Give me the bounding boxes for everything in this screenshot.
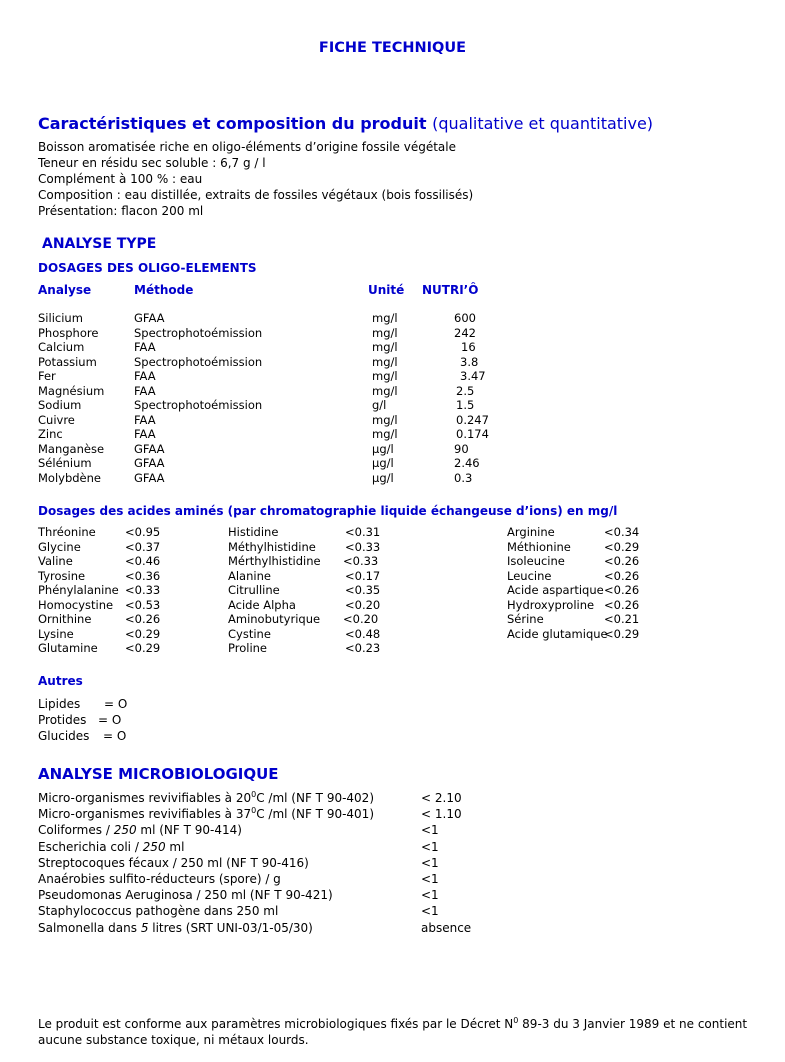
table-cell: GFAA	[134, 456, 165, 470]
table-cell: Isoleucine	[507, 554, 565, 568]
table-cell: Coliformes / 250 ml (NF T 90-414)	[38, 823, 242, 838]
table-cell: FAA	[134, 340, 156, 354]
table-cell: Zinc	[38, 427, 63, 441]
table-cell: <0.33	[343, 554, 379, 568]
table-cell: Thréonine	[38, 525, 96, 539]
table-cell: 1.5	[456, 398, 475, 412]
table-cell: <0.29	[604, 626, 640, 641]
microbio-labels	[38, 790, 374, 936]
table-cell: Escherichia coli / 250 ml	[38, 839, 185, 854]
oligo-col-methode	[134, 311, 262, 485]
table-cell: mg/l	[372, 311, 398, 325]
table-cell: <0.48	[345, 626, 381, 641]
table-cell: Acide Alpha	[228, 597, 296, 612]
table-cell: Protides	[38, 713, 87, 727]
table-cell: <0.26	[604, 583, 640, 597]
table-cell: GFAA	[134, 470, 165, 485]
microbio-heading: ANALYSE MICROBIOLOGIQUE	[38, 765, 279, 783]
amino-col3-values	[604, 525, 639, 641]
table-cell: FAA	[134, 427, 156, 441]
table-cell: Proline	[228, 641, 267, 655]
table-cell: mg/l	[372, 340, 398, 354]
table-cell: mg/l	[372, 369, 398, 383]
autres-values	[98, 696, 127, 744]
table-cell: 0.3	[454, 470, 473, 485]
table-cell: Spectrophotoémission	[134, 325, 263, 340]
col-header-analyse: Analyse	[38, 283, 92, 297]
table-cell: Histidine	[228, 525, 279, 539]
table-cell: Cystine	[228, 626, 271, 641]
table-cell: Manganèse	[38, 441, 105, 456]
table-cell: 0.174	[456, 427, 489, 441]
table-cell: mg/l	[372, 325, 398, 340]
table-cell: <0.26	[125, 612, 161, 626]
table-cell: Ornithine	[38, 612, 92, 626]
table-cell: µg/l	[372, 456, 394, 470]
table-cell: Hydroxyproline	[507, 597, 595, 612]
table-cell: Alanine	[228, 568, 271, 583]
amino-acids-heading: Dosages des acides aminés (par chromatographie liquide échangeuse d’ions) en mg/l	[38, 504, 618, 518]
table-cell: FAA	[134, 412, 156, 427]
table-cell: Anaérobies sulfito-réducteurs (spore) / g	[38, 871, 281, 886]
characteristic-line: Boisson aromatisée riche en oligo-éléments d’origine fossile végétale	[38, 140, 456, 154]
table-cell: <0.21	[604, 612, 640, 626]
table-cell: Phénylalanine	[38, 583, 119, 597]
table-cell: <0.29	[604, 539, 640, 554]
table-cell: <1	[421, 871, 439, 886]
table-cell: mg/l	[372, 383, 398, 398]
table-cell: <0.35	[345, 583, 381, 597]
col-header-methode: Méthode	[134, 283, 194, 297]
characteristic-line: Complément à 100 % : eau	[38, 172, 203, 186]
table-cell: Aminobutyrique	[228, 612, 321, 626]
table-cell: <0.53	[125, 597, 161, 612]
table-cell: Sodium	[38, 398, 82, 412]
col-header-nutrio: NUTRI’Ô	[422, 283, 479, 297]
table-cell: Méthylhistidine	[228, 539, 316, 554]
table-cell: <0.26	[604, 554, 640, 568]
table-cell: <0.95	[125, 525, 161, 539]
table-cell: Magnésium	[38, 383, 105, 398]
table-cell: Spectrophotoémission	[134, 398, 263, 412]
table-cell: <1	[421, 904, 439, 919]
table-cell: 90	[454, 441, 469, 456]
table-cell: <0.33	[345, 539, 381, 554]
table-cell: Méthionine	[507, 539, 571, 554]
table-cell: Citrulline	[228, 583, 280, 597]
autres-heading: Autres	[38, 674, 83, 688]
table-cell: 2.46	[454, 456, 480, 470]
table-cell: Streptocoques fécaux / 250 ml (NF T 90-416)	[38, 855, 309, 870]
table-cell: = O	[98, 713, 122, 727]
table-cell: Valine	[38, 554, 73, 568]
table-cell: Molybdène	[38, 470, 101, 485]
characteristic-line: Présentation: flacon 200 ml	[38, 204, 204, 218]
autres-names	[38, 696, 89, 744]
table-cell: <0.20	[343, 612, 379, 626]
table-cell: Calcium	[38, 340, 85, 354]
amino-col3-names	[507, 525, 608, 641]
table-cell: <0.29	[125, 626, 161, 641]
table-cell: mg/l	[372, 427, 398, 441]
table-cell: 16	[461, 340, 476, 354]
table-cell: = O	[103, 729, 127, 743]
table-cell: absence	[421, 920, 472, 935]
table-cell: <0.17	[345, 568, 381, 583]
table-cell: <1	[421, 888, 439, 903]
col-header-unite: Unité	[368, 283, 405, 297]
oligo-col-nutrio	[454, 311, 489, 485]
table-cell: 3.8	[460, 354, 479, 369]
amino-col1-names	[38, 525, 119, 656]
amino-col2-values	[343, 525, 380, 656]
table-cell: <0.23	[345, 641, 381, 655]
table-cell: 3.47	[460, 369, 486, 383]
table-cell: Phosphore	[38, 325, 99, 340]
table-cell: Cuivre	[38, 412, 75, 427]
table-cell: mg/l	[372, 354, 398, 369]
table-cell: Lysine	[38, 626, 74, 641]
table-cell: Homocystine	[38, 597, 114, 612]
characteristics-heading-note: (qualitative et quantitative)	[432, 114, 654, 133]
characteristics-heading-text: Caractéristiques et composition du produit	[38, 114, 427, 133]
table-cell: Staphylococcus pathogène dans 250 ml	[38, 904, 279, 919]
table-cell: 2.5	[456, 383, 475, 398]
table-cell: Lipides	[38, 697, 81, 711]
table-cell: Micro-organismes revivifiables à $20^0C$ /ml (NF T 90-402)	[38, 790, 374, 805]
table-cell: Glucides	[38, 729, 90, 743]
table-cell: <0.36	[125, 568, 161, 583]
table-cell: GFAA	[134, 311, 165, 325]
table-cell: < 2.10	[421, 791, 462, 805]
table-cell: Fer	[38, 369, 56, 383]
table-cell: <0.26	[604, 597, 640, 612]
table-cell: <0.31	[345, 525, 381, 539]
table-cell: <0.34	[604, 525, 640, 539]
table-cell: <0.33	[125, 583, 161, 597]
table-cell: Micro-organismes revivifiables à $37^0C$ /ml (NF T 90-401)	[38, 806, 374, 822]
table-cell: = O	[104, 697, 128, 711]
table-cell: <0.29	[125, 641, 161, 655]
table-cell: Acide glutamique	[507, 626, 608, 641]
oligo-heading: DOSAGES DES OLIGO-ELEMENTS	[38, 261, 257, 275]
characteristic-line: Teneur en résidu sec soluble : 6,7 g / l	[38, 156, 266, 170]
table-cell: <0.46	[125, 554, 161, 568]
table-cell: <1	[421, 839, 439, 854]
table-cell: Mérthylhistidine	[228, 554, 321, 568]
table-cell: Leucine	[507, 568, 552, 583]
table-cell: µg/l	[372, 441, 394, 456]
oligo-col-unite	[372, 311, 398, 485]
table-cell: FAA	[134, 383, 156, 398]
table-cell: <1	[421, 855, 439, 870]
table-cell: Sérine	[507, 612, 544, 626]
table-cell: FAA	[134, 369, 156, 383]
table-cell: Sélénium	[38, 456, 92, 470]
microbio-values	[421, 790, 471, 936]
table-cell: 600	[454, 311, 476, 325]
characteristics-heading	[38, 114, 653, 133]
table-cell: Silicium	[38, 311, 83, 325]
table-cell: Arginine	[507, 525, 555, 539]
table-cell: < 1.10	[421, 807, 462, 822]
characteristics-lines	[38, 139, 473, 219]
table-cell: Glycine	[38, 539, 81, 554]
table-cell: GFAA	[134, 441, 165, 456]
oligo-col-analyse	[38, 311, 104, 485]
table-cell: 0.247	[456, 412, 489, 427]
table-cell: Potassium	[38, 354, 97, 369]
table-cell: <1	[421, 823, 439, 838]
table-cell: g/l	[372, 398, 387, 412]
table-cell: Glutamine	[38, 641, 98, 655]
amino-col1-values	[125, 525, 160, 656]
analyse-type-heading: ANALYSE TYPE	[42, 236, 157, 252]
table-cell: µg/l	[372, 470, 394, 485]
table-cell: 242	[454, 325, 476, 340]
footer-note	[38, 1016, 747, 1048]
table-cell: Salmonella dans 5 litres (SRT UNI-03/1-05/30)	[38, 920, 313, 935]
table-cell: <0.26	[604, 568, 640, 583]
characteristic-line: Composition : eau distillée, extraits de fossiles végétaux (bois fossilisés)	[38, 188, 474, 202]
table-cell: Spectrophotoémission	[134, 354, 263, 369]
page-title: FICHE TECHNIQUE	[318, 40, 467, 56]
table-cell: <0.37	[125, 539, 161, 554]
footer-line: aucune substance toxique, ni métaux lourds.	[38, 1033, 309, 1047]
table-cell: Tyrosine	[38, 568, 86, 583]
amino-col2-names	[228, 525, 321, 656]
table-cell: Acide aspartique	[507, 583, 604, 597]
table-cell: Pseudomonas Aeruginosa / 250 ml (NF T 90-421)	[38, 888, 333, 903]
footer-line: Le produit est conforme aux paramètres microbiologiques fixés par le Décret $N^0$ 89-3 du 3 Janvier 1989 et ne contient	[38, 1016, 748, 1031]
table-cell: <0.20	[345, 597, 381, 612]
table-cell: mg/l	[372, 412, 398, 427]
